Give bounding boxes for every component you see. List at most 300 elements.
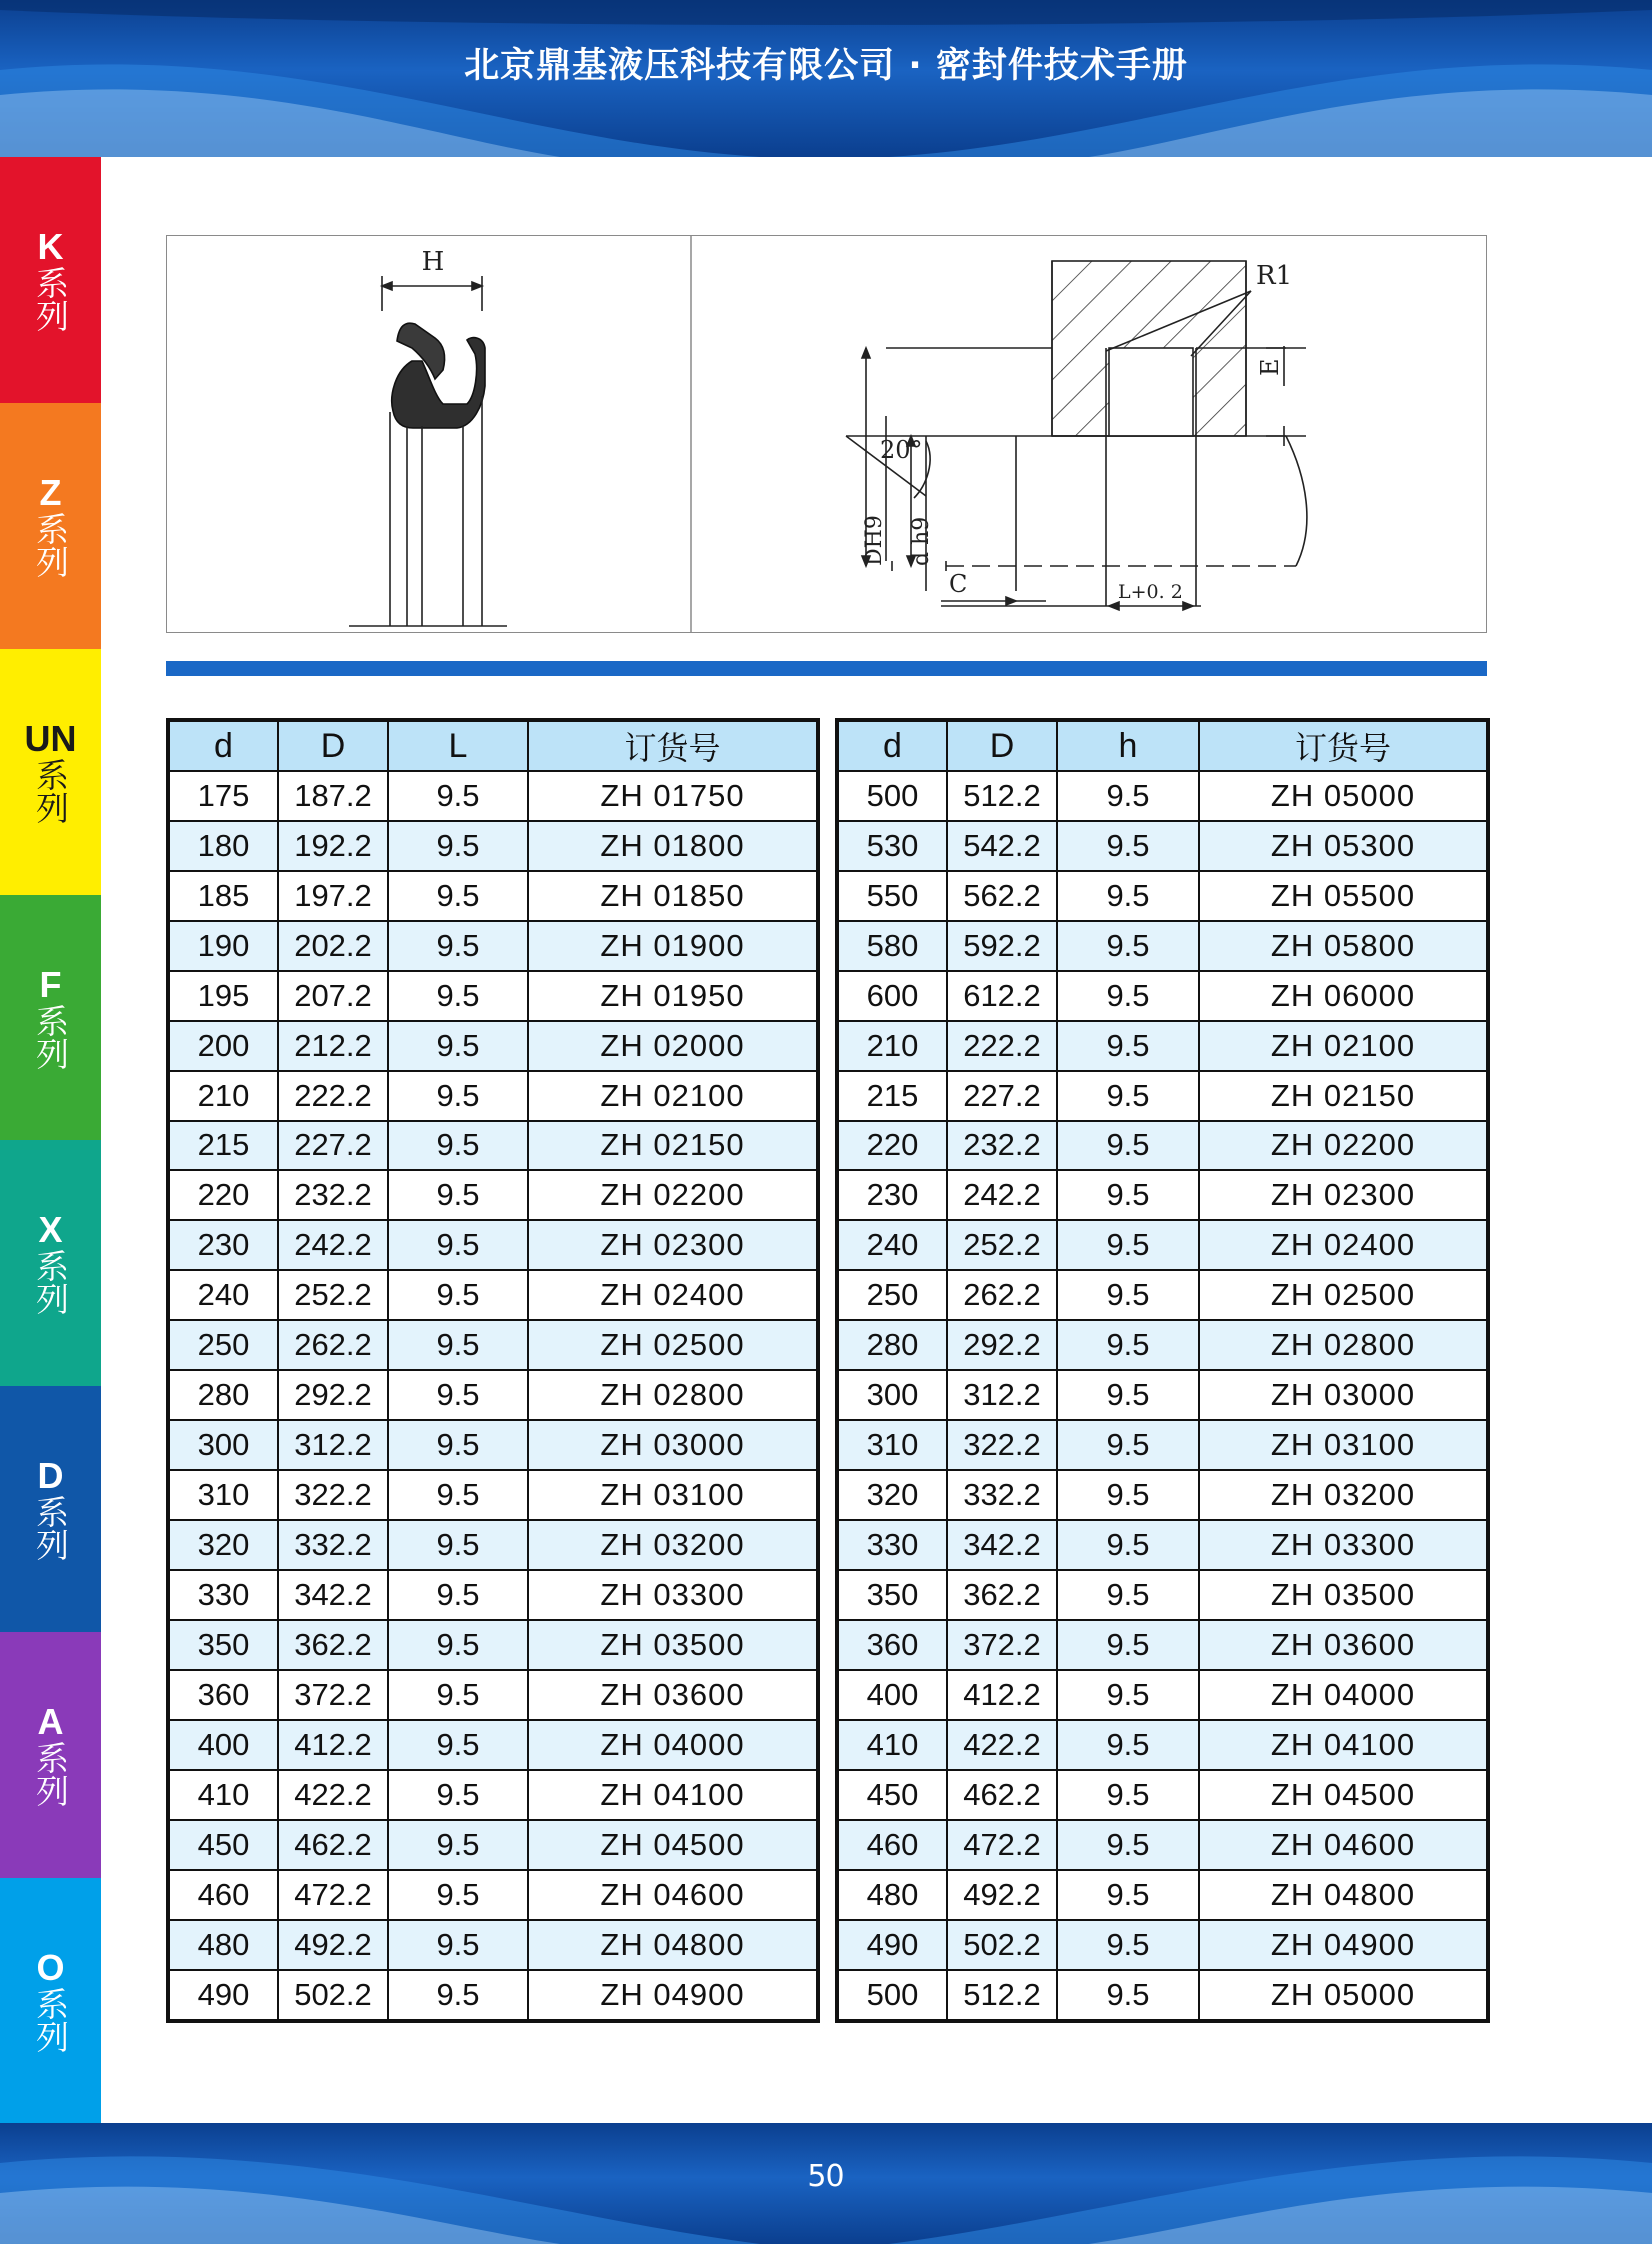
cell-outer-d: 202.2 [278,921,388,971]
table-row [837,771,1488,821]
side-tab-label: 系列 [31,1004,70,1070]
cell-length: 9.5 [388,871,528,921]
cell-length: 9.5 [388,1170,528,1220]
cell-d: 460 [837,1820,947,1870]
cell-d: 190 [168,921,278,971]
side-tab-label: 系列 [31,1495,70,1561]
cell-length: 9.5 [1057,1470,1199,1520]
cell-d: 220 [837,1121,947,1170]
cell-outer-d: 232.2 [278,1170,388,1220]
side-tab-d[interactable] [0,1386,101,1632]
column-header-order-number: 订货号 [1199,720,1488,771]
cell-outer-d: 262.2 [947,1270,1057,1320]
cell-length: 9.5 [388,1270,528,1320]
cell-length: 9.5 [388,1570,528,1620]
cell-order-number: ZH 02300 [1199,1170,1488,1220]
cell-outer-d: 422.2 [947,1720,1057,1770]
table-row [837,1320,1488,1370]
cell-length: 9.5 [1057,1820,1199,1870]
cell-order-number: ZH 02000 [528,1021,818,1071]
table-row [168,971,818,1021]
cell-length: 9.5 [388,1520,528,1570]
cell-d: 230 [837,1170,947,1220]
side-tab-code: A [37,1701,64,1742]
cell-length: 9.5 [1057,1420,1199,1470]
cell-length: 9.5 [1057,1770,1199,1820]
cell-order-number: ZH 02400 [1199,1220,1488,1270]
cell-d: 320 [168,1520,278,1570]
shaft-diameter-label: d h9 [909,516,934,566]
groove-length-label: L+0. 2 [1118,581,1183,603]
table-row [168,1420,818,1470]
table-row [168,1570,818,1620]
column-header-outer-d: D [278,720,388,771]
cell-d: 480 [837,1870,947,1920]
cell-order-number: ZH 04500 [528,1820,818,1870]
header-banner [0,0,1652,157]
cell-d: 410 [837,1720,947,1770]
cell-d: 240 [168,1270,278,1320]
cell-order-number: ZH 02300 [528,1220,818,1270]
cell-d: 175 [168,771,278,821]
cell-order-number: ZH 04900 [528,1970,818,2021]
cell-order-number: ZH 02200 [1199,1121,1488,1170]
cell-d: 460 [168,1870,278,1920]
cell-length: 9.5 [388,1770,528,1820]
cell-length: 9.5 [1057,1121,1199,1170]
cell-length: 9.5 [1057,1620,1199,1670]
cell-length: 9.5 [1057,1720,1199,1770]
cell-order-number: ZH 02800 [1199,1320,1488,1370]
table-row [837,1720,1488,1770]
cell-outer-d: 312.2 [278,1420,388,1470]
page-title: 北京鼎基液压科技有限公司 · 密封件技术手册 [464,46,1188,86]
cell-d: 360 [168,1670,278,1720]
cell-d: 185 [168,871,278,921]
cell-outer-d: 292.2 [947,1320,1057,1370]
footer-banner [0,2123,1652,2244]
cell-d: 490 [837,1920,947,1970]
cell-d: 350 [168,1620,278,1670]
side-tab-code: D [37,1455,64,1496]
cell-outer-d: 502.2 [278,1970,388,2021]
table-row [837,1770,1488,1820]
column-header-outer-d: D [947,720,1057,771]
cell-outer-d: 512.2 [947,771,1057,821]
table-row [168,821,818,871]
e-label: E [1256,358,1284,376]
table-row [837,921,1488,971]
cell-d: 310 [837,1420,947,1470]
cell-d: 450 [837,1770,947,1820]
cell-d: 300 [168,1420,278,1470]
cell-order-number: ZH 02800 [528,1370,818,1420]
cell-outer-d: 412.2 [278,1720,388,1770]
table-row [837,1570,1488,1620]
table-row [837,1270,1488,1320]
cell-d: 580 [837,921,947,971]
cell-outer-d: 262.2 [278,1320,388,1370]
cell-d: 195 [168,971,278,1021]
cell-outer-d: 252.2 [278,1270,388,1320]
side-tab-code: UN [24,718,77,759]
cell-d: 360 [837,1620,947,1670]
table-row [837,1970,1488,2021]
table-row [837,1370,1488,1420]
cell-outer-d: 322.2 [947,1420,1057,1470]
cell-order-number: ZH 03200 [528,1520,818,1570]
cell-length: 9.5 [1057,1570,1199,1620]
cell-order-number: ZH 01750 [528,771,818,821]
cell-outer-d: 612.2 [947,971,1057,1021]
cell-order-number: ZH 04100 [1199,1720,1488,1770]
cell-length: 9.5 [388,1370,528,1420]
cell-outer-d: 222.2 [278,1071,388,1121]
cell-order-number: ZH 04600 [528,1870,818,1920]
column-header-h: h [1057,720,1199,771]
table-row [837,1220,1488,1270]
side-tab-code: O [36,1947,65,1988]
cell-outer-d: 252.2 [947,1220,1057,1270]
cell-outer-d: 362.2 [947,1570,1057,1620]
cell-length: 9.5 [388,1970,528,2021]
cell-length: 9.5 [1057,1021,1199,1071]
cell-length: 9.5 [388,921,528,971]
table-row [837,1670,1488,1720]
cell-outer-d: 222.2 [947,1021,1057,1071]
cell-length: 9.5 [1057,1270,1199,1320]
cell-order-number: ZH 03000 [528,1420,818,1470]
cell-outer-d: 342.2 [947,1520,1057,1570]
cell-outer-d: 322.2 [278,1470,388,1520]
cell-outer-d: 212.2 [278,1021,388,1071]
cell-d: 280 [837,1320,947,1370]
cell-length: 9.5 [388,1021,528,1071]
table-row [837,1520,1488,1570]
cell-order-number: ZH 04800 [528,1920,818,1970]
cell-length: 9.5 [1057,1670,1199,1720]
column-header-d: d [168,720,278,771]
table-row [168,1220,818,1270]
cell-outer-d: 472.2 [947,1820,1057,1870]
table-row [168,1870,818,1920]
cell-outer-d: 227.2 [947,1071,1057,1121]
cell-d: 280 [168,1370,278,1420]
table-row [168,1720,818,1770]
cell-length: 9.5 [1057,1071,1199,1121]
r1-label: R1 [1256,261,1293,291]
cell-order-number: ZH 01850 [528,871,818,921]
cell-length: 9.5 [388,1820,528,1870]
cell-d: 480 [168,1920,278,1970]
cell-outer-d: 242.2 [947,1170,1057,1220]
cell-length: 9.5 [388,1620,528,1670]
cell-order-number: ZH 03500 [528,1620,818,1670]
table-row [168,771,818,821]
table-row [837,1071,1488,1121]
cell-length: 9.5 [388,1071,528,1121]
cell-order-number: ZH 05000 [1199,771,1488,821]
cell-d: 230 [168,1220,278,1270]
cell-d: 250 [168,1320,278,1370]
cell-outer-d: 492.2 [278,1920,388,1970]
table-row [168,1670,818,1720]
table-row [168,1370,818,1420]
cell-d: 450 [168,1820,278,1870]
cell-outer-d: 197.2 [278,871,388,921]
cell-length: 9.5 [388,1320,528,1370]
cell-outer-d: 562.2 [947,871,1057,921]
side-tab-f[interactable] [0,895,101,1140]
cell-order-number: ZH 03300 [528,1570,818,1620]
cell-order-number: ZH 03600 [1199,1620,1488,1670]
column-header-d: d [837,720,947,771]
cell-order-number: ZH 02150 [528,1121,818,1170]
table-row [168,1320,818,1370]
cell-d: 215 [168,1121,278,1170]
cell-outer-d: 512.2 [947,1970,1057,2021]
table-row [168,1770,818,1820]
cell-length: 9.5 [1057,1870,1199,1920]
cell-order-number: ZH 04800 [1199,1870,1488,1920]
cell-length: 9.5 [388,1670,528,1720]
cell-order-number: ZH 05500 [1199,871,1488,921]
table-row [837,1920,1488,1970]
cell-outer-d: 472.2 [278,1870,388,1920]
cell-order-number: ZH 04500 [1199,1770,1488,1820]
cell-d: 400 [837,1670,947,1720]
table-row [837,971,1488,1021]
cell-outer-d: 542.2 [947,821,1057,871]
cell-outer-d: 422.2 [278,1770,388,1820]
cell-length: 9.5 [1057,871,1199,921]
cell-order-number: ZH 02500 [1199,1270,1488,1320]
cell-d: 250 [837,1270,947,1320]
cell-length: 9.5 [1057,1370,1199,1420]
cell-d: 300 [837,1370,947,1420]
cell-order-number: ZH 03100 [528,1470,818,1520]
cell-d: 200 [168,1021,278,1071]
side-tab-label: 系列 [31,1249,70,1315]
table-row [168,1270,818,1320]
cell-d: 530 [837,821,947,871]
cell-order-number: ZH 04100 [528,1770,818,1820]
table-row [168,1021,818,1071]
side-tab-o[interactable] [0,1878,101,2124]
table-row [837,1620,1488,1670]
cell-length: 9.5 [1057,971,1199,1021]
cell-length: 9.5 [388,1220,528,1270]
cell-d: 330 [837,1520,947,1570]
cell-d: 410 [168,1770,278,1820]
seal-diagram [166,235,1487,633]
spec-table-left [166,718,820,2023]
cell-order-number: ZH 03200 [1199,1470,1488,1520]
cell-order-number: ZH 05000 [1199,1970,1488,2021]
cell-d: 310 [168,1470,278,1520]
side-tab-a[interactable] [0,1632,101,1878]
cell-order-number: ZH 04600 [1199,1820,1488,1870]
side-tab-label: 系列 [31,266,70,332]
series-tab-column [0,157,101,2123]
table-row [168,1520,818,1570]
cell-outer-d: 332.2 [947,1470,1057,1520]
side-tab-label: 系列 [31,758,70,824]
seal-profile-drawing [349,276,507,626]
cell-length: 9.5 [388,821,528,871]
table-row [168,1071,818,1121]
table-row [837,1820,1488,1870]
cell-outer-d: 342.2 [278,1570,388,1620]
table-row [837,1420,1488,1470]
table-row [168,1470,818,1520]
cell-order-number: ZH 03300 [1199,1520,1488,1570]
cell-outer-d: 372.2 [947,1620,1057,1670]
cell-order-number: ZH 03600 [528,1670,818,1720]
cell-length: 9.5 [1057,1220,1199,1270]
cell-length: 9.5 [1057,1920,1199,1970]
chamfer-c-label: C [949,570,968,598]
cell-order-number: ZH 01900 [528,921,818,971]
side-tab-code: F [39,964,62,1005]
cell-d: 600 [837,971,947,1021]
cell-length: 9.5 [388,1121,528,1170]
cell-order-number: ZH 05300 [1199,821,1488,871]
cell-order-number: ZH 02500 [528,1320,818,1370]
cell-order-number: ZH 04000 [1199,1670,1488,1720]
table-row [168,871,818,921]
table-header-row [837,720,1488,771]
cell-length: 9.5 [1057,1970,1199,2021]
cell-d: 350 [837,1570,947,1620]
table-row [837,1870,1488,1920]
table-row [837,1021,1488,1071]
cell-d: 490 [168,1970,278,2021]
cell-outer-d: 332.2 [278,1520,388,1570]
cell-order-number: ZH 04900 [1199,1920,1488,1970]
side-tab-code: Z [39,472,62,513]
cell-outer-d: 207.2 [278,971,388,1021]
side-tab-label: 系列 [31,512,70,578]
side-tab-k[interactable] [0,157,101,403]
cell-d: 210 [837,1021,947,1071]
spec-table-right [835,718,1490,2023]
bore-diameter-label: DH9 [862,515,887,566]
cell-length: 9.5 [1057,1320,1199,1370]
table-row [168,1170,818,1220]
cell-outer-d: 462.2 [947,1770,1057,1820]
cell-length: 9.5 [388,771,528,821]
cell-outer-d: 227.2 [278,1121,388,1170]
side-tab-code: X [38,1209,63,1250]
cell-order-number: ZH 02100 [1199,1021,1488,1071]
table-row [168,1121,818,1170]
cell-length: 9.5 [388,1720,528,1770]
cell-length: 9.5 [1057,1170,1199,1220]
cell-d: 550 [837,871,947,921]
cell-d: 210 [168,1071,278,1121]
cell-outer-d: 492.2 [947,1870,1057,1920]
cell-outer-d: 412.2 [947,1670,1057,1720]
cell-length: 9.5 [1057,771,1199,821]
seal-drawing-svg [167,236,1486,632]
cell-order-number: ZH 06000 [1199,971,1488,1021]
table-row [837,871,1488,921]
cell-order-number: ZH 05800 [1199,921,1488,971]
side-tab-label: 系列 [31,1987,70,2053]
table-row [837,1121,1488,1170]
angle-label: 20° [880,436,923,464]
table-row [837,821,1488,871]
cell-length: 9.5 [388,1470,528,1520]
table-row [168,921,818,971]
cell-length: 9.5 [1057,1520,1199,1570]
cell-outer-d: 462.2 [278,1820,388,1870]
cell-d: 400 [168,1720,278,1770]
cell-order-number: ZH 03100 [1199,1420,1488,1470]
cell-order-number: ZH 04000 [528,1720,818,1770]
cell-d: 220 [168,1170,278,1220]
table-row [168,1820,818,1870]
cell-d: 500 [837,1970,947,2021]
cell-order-number: ZH 01950 [528,971,818,1021]
cell-d: 320 [837,1470,947,1520]
cell-d: 215 [837,1071,947,1121]
cell-outer-d: 312.2 [947,1370,1057,1420]
cell-d: 240 [837,1220,947,1270]
cell-length: 9.5 [388,1420,528,1470]
side-tab-un[interactable] [0,649,101,895]
table-row [837,1170,1488,1220]
cell-outer-d: 502.2 [947,1920,1057,1970]
cell-outer-d: 372.2 [278,1670,388,1720]
cell-order-number: ZH 03500 [1199,1570,1488,1620]
cell-order-number: ZH 02100 [528,1071,818,1121]
cell-d: 180 [168,821,278,871]
side-tab-code: K [37,226,64,267]
dimension-h-label: H [421,247,445,277]
side-tab-label: 系列 [31,1741,70,1807]
section-divider-rule [166,661,1487,676]
cell-order-number: ZH 02200 [528,1170,818,1220]
cell-length: 9.5 [388,1920,528,1970]
cell-order-number: ZH 02150 [1199,1071,1488,1121]
cell-outer-d: 187.2 [278,771,388,821]
table-row [168,1970,818,2021]
cell-order-number: ZH 02400 [528,1270,818,1320]
cell-outer-d: 292.2 [278,1370,388,1420]
table-row [837,1470,1488,1520]
cell-length: 9.5 [1057,821,1199,871]
cell-outer-d: 232.2 [947,1121,1057,1170]
cell-length: 9.5 [388,971,528,1021]
table-row [168,1920,818,1970]
column-header-order-number: 订货号 [528,720,818,771]
cell-outer-d: 192.2 [278,821,388,871]
table-row [168,1620,818,1670]
cell-outer-d: 592.2 [947,921,1057,971]
cell-outer-d: 362.2 [278,1620,388,1670]
side-tab-z[interactable] [0,403,101,649]
table-header-row [168,720,818,771]
cell-d: 500 [837,771,947,821]
column-header-l: L [388,720,528,771]
cell-length: 9.5 [388,1870,528,1920]
side-tab-x[interactable] [0,1140,101,1386]
cell-order-number: ZH 01800 [528,821,818,871]
cell-length: 9.5 [1057,921,1199,971]
cell-order-number: ZH 03000 [1199,1370,1488,1420]
